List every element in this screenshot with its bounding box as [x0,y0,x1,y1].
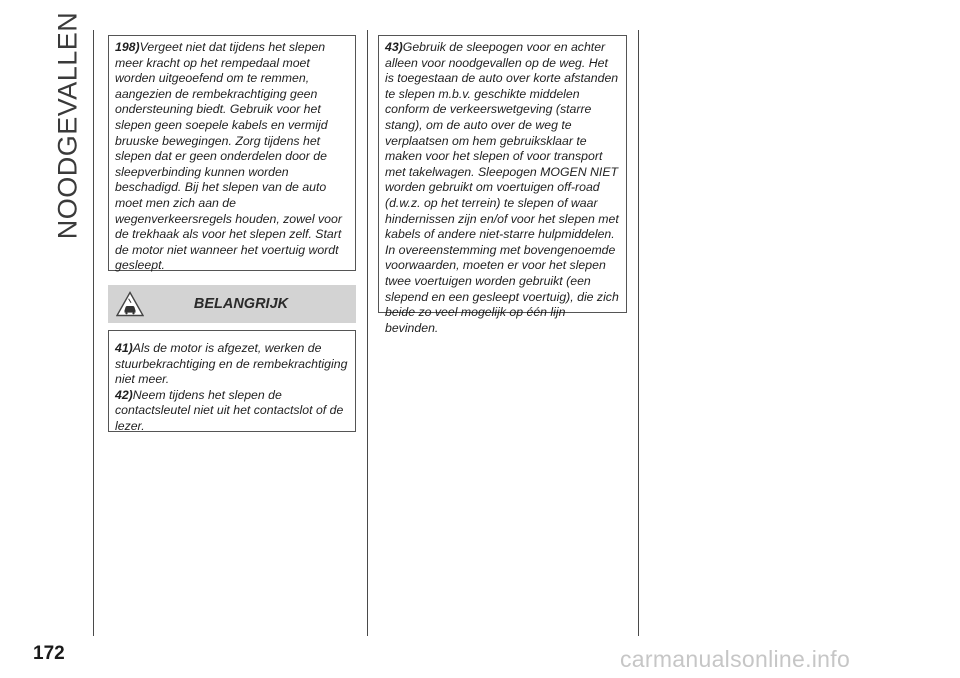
page-number: 172 [33,643,65,664]
important-notes-box [108,330,356,432]
section-title-text: NOODGEVALLEN [52,11,83,239]
note-198-paragraph [115,40,349,274]
section-title [48,11,88,239]
important-title: BELANGRIJK [193,296,289,312]
note-43-paragraph [385,40,620,336]
important-item [115,388,349,435]
note-text: Als de motor is afgezet, werken de stuurbekrachtiging en de rembekrachtiging niet meer. [115,341,348,387]
margin-divider [93,30,94,636]
watermark: carmanualsonline.info [620,646,851,672]
column-divider-right [638,30,639,636]
car-wrench-warning-icon [116,291,144,317]
note-43-box [378,35,627,335]
note-text: Gebruik de sleepogen voor en achter alleen voor noodgevallen op de weg. Het is toegestaan de auto over korte afstanden te slepen m.b.v. geschikte middelen conform de verkeerswetgeving (starre stang), om de auto over de weg te verplaatsen om hem gebruiksklaar te maken voor het slepen of voor transport met takelwagen. Sleepogen MOGEN NIET worden gebruikt om voertuigen off-road (d.w.z. op het terrein) te slepen of waar hindernissen zijn en/of voor het slepen met kabels of andere niet-starre hulpmiddelen. In overeenstemming met bovengenoemde voorwaarden, moeten er voor het slepen twee voertuigen worden gebruikt (een slepend en een gesleept voertuig), die zich beide zo veel mogelijk op één lijn bevinden. [385,40,619,335]
note-number: 42) [115,387,133,402]
column-divider [367,30,368,636]
note-198-box [108,35,356,271]
note-number: 43) [385,40,403,54]
note-text: Neem tijdens het slepen de contactsleutel niet uit het contactslot of de lezer. [115,387,344,433]
note-text: Vergeet niet dat tijdens het slepen meer kracht op het rempedaal moet worden uitgeoefend om te remmen, aangezien de rembekrachtiging geen ondersteuning biedt. Gebruik voor het slepen geen soepele kabels en vermijd bruuske bewegingen. Zorg tijdens het slepen dat er geen onderdelen door de sleepverbinding kunnen worden beschadigd. Bij het slepen van de auto moet men zich aan de wegenverkeersregels houden, zowel voor de trekhaak als voor het slepen zelf. Start de motor niet wanneer het voertuig wordt gesleept. [115,40,342,273]
important-header [108,285,356,323]
important-item [115,341,349,388]
note-number: 198) [115,40,140,54]
note-number: 41) [115,341,133,355]
